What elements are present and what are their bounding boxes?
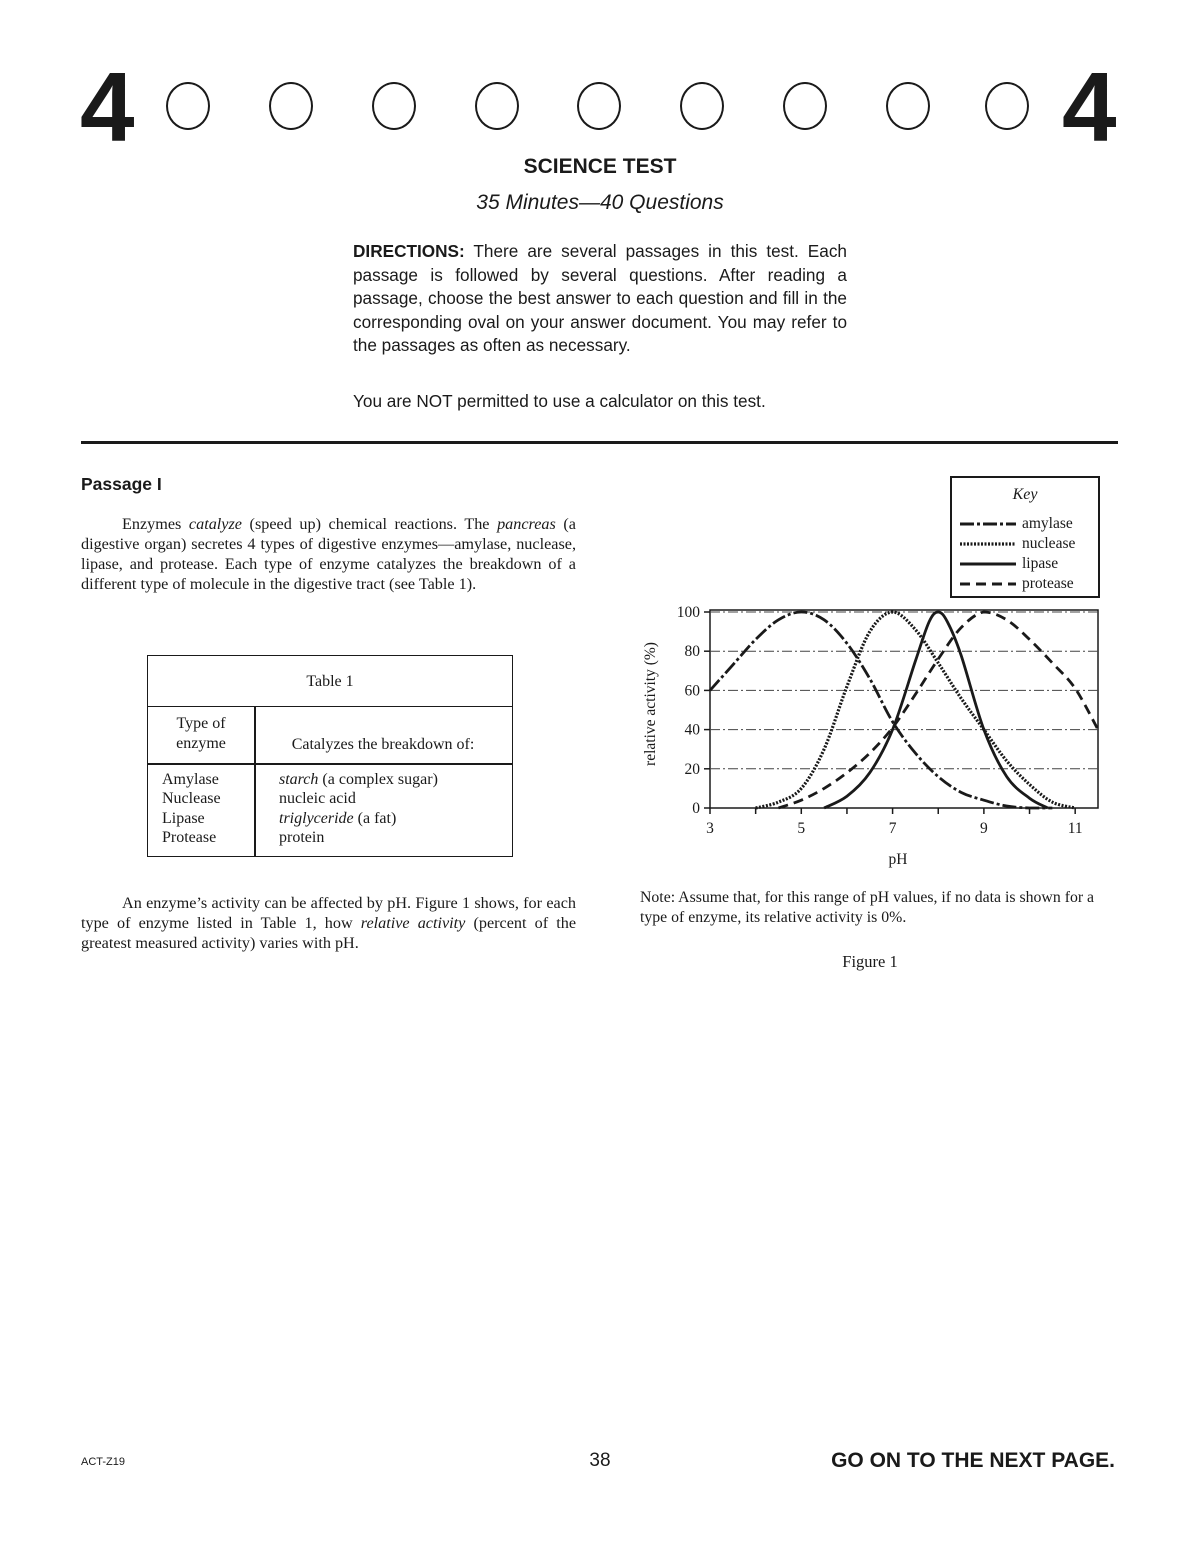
- directions: [353, 240, 847, 358]
- legend-item-protease: [959, 574, 1099, 594]
- oval-icon: [783, 82, 827, 130]
- series-line-protease: [778, 612, 1098, 808]
- y-tick-label: 60: [684, 682, 700, 700]
- series-line-lipase: [824, 612, 1048, 808]
- legend-label: lipase: [1022, 555, 1059, 572]
- legend-label: amylase: [1022, 515, 1073, 532]
- y-tick-label: 0: [692, 800, 700, 817]
- directions-label: DIRECTIONS:: [353, 241, 465, 261]
- x-tick-label: 11: [1067, 820, 1083, 837]
- oval-icon: [985, 82, 1029, 130]
- line-swatch-icon: [959, 560, 1017, 568]
- table-cell: [279, 770, 438, 789]
- oval-icon: [886, 82, 930, 130]
- table-1: [147, 655, 513, 857]
- x-tick-label: 3: [706, 820, 714, 837]
- x-tick-label: 9: [980, 820, 988, 837]
- table-cell: Nuclease: [162, 790, 221, 808]
- plot-frame: [710, 610, 1098, 808]
- x-tick-label: 5: [797, 820, 806, 837]
- oval-icon: [372, 82, 416, 130]
- table-cell: Amylase: [162, 771, 219, 788]
- oval-icon: [475, 82, 519, 130]
- legend-label: protease: [1022, 575, 1074, 592]
- text-run: Enzymes: [122, 515, 189, 533]
- table-column-substrates: [279, 770, 438, 847]
- series-line-nuclease: [756, 612, 1076, 808]
- table-cell: [279, 809, 438, 828]
- passage-title: Passage I: [81, 474, 162, 494]
- line-swatch-icon: [959, 520, 1017, 528]
- y-tick-label: 20: [684, 760, 700, 778]
- text-run: An enzyme’s activity can be affected by pH. Figure 1 shows, for each type of enzyme listed in Table 1, how: [81, 894, 576, 932]
- text-run: protein: [279, 828, 325, 846]
- series-line-amylase: [710, 612, 1052, 808]
- passage-paragraph-2: [81, 893, 576, 953]
- table-header-substrate: Catalyzes the breakdown of:: [291, 736, 475, 753]
- calculator-note: You are NOT permitted to use a calculator on this test.: [353, 391, 766, 411]
- oval-icon: [166, 82, 210, 130]
- legend-item-amylase: [959, 514, 1099, 534]
- y-axis-label: relative activity (%): [642, 642, 659, 766]
- oval-icon: [269, 82, 313, 130]
- text-run: (a fat): [353, 809, 397, 827]
- table-cell: Protease: [162, 828, 217, 846]
- text-run: (a digestive organ) secretes 4 types of digestive enzymes—amylase, nuclease, lipase, and protease. Each type of enzyme catalyzes the breakdown of a different type of molecule in the digestive tract (see Table 1).: [81, 515, 576, 593]
- page-title: SCIENCE TEST: [523, 155, 677, 178]
- text-run: (a complex sugar): [318, 771, 438, 788]
- legend-title: Key: [1012, 486, 1038, 503]
- term: starch: [279, 771, 319, 788]
- table-cell: [279, 828, 438, 847]
- x-axis-label: pH: [888, 851, 908, 868]
- table-divider: [148, 763, 512, 765]
- table-caption: Table 1: [148, 656, 512, 707]
- table-divider: [254, 707, 256, 856]
- figure-caption: Figure 1: [842, 952, 898, 971]
- text-run: nucleic acid: [279, 790, 356, 808]
- legend-item-lipase: [959, 554, 1099, 574]
- y-tick-label: 100: [676, 604, 700, 621]
- header-line: Type of: [176, 715, 226, 732]
- answer-ovals-row: [166, 82, 1046, 134]
- section-divider: [81, 441, 1118, 444]
- header-line: enzyme: [176, 735, 226, 752]
- term-catalyze: catalyze: [188, 515, 242, 533]
- line-swatch-icon: [959, 540, 1017, 548]
- legend-label: nuclease: [1022, 535, 1076, 552]
- legend-item-nuclease: [959, 534, 1099, 554]
- y-tick-label: 80: [684, 643, 700, 661]
- term-pancreas: pancreas: [497, 515, 556, 533]
- figure-note: Note: Assume that, for this range of pH values, if no data is shown for a type of enzyme, its relative activity is 0%.: [640, 889, 1095, 926]
- table-cell: [279, 789, 438, 808]
- form-code: ACT-Z19: [81, 1456, 126, 1468]
- y-tick-label: 40: [684, 721, 700, 739]
- table-header-enzyme: [148, 714, 254, 754]
- directions-text: There are several passages in this test. Each passage is followed by several questions. After reading a passage, choose the best answer to each question and fill in the corresponding oval on your answer document. You may refer to the passages as often as necessary.: [353, 241, 847, 356]
- passage-paragraph-1: [81, 514, 576, 594]
- oval-icon: [577, 82, 621, 130]
- table-cell: Lipase: [162, 809, 205, 827]
- text-run: (speed up) chemical reactions. The: [241, 515, 498, 533]
- next-page-notice: GO ON TO THE NEXT PAGE.: [831, 1449, 1115, 1472]
- oval-icon: [680, 82, 724, 130]
- chart-legend: [950, 476, 1100, 598]
- page-number: 38: [589, 1450, 611, 1471]
- term: triglyceride: [279, 809, 354, 827]
- term-relative-activity: relative activity: [360, 914, 466, 932]
- line-swatch-icon: [959, 580, 1017, 588]
- x-tick-label: 7: [888, 820, 897, 837]
- section-number-right: 4: [1062, 52, 1115, 162]
- page-subtitle: 35 Minutes—40 Questions: [476, 191, 724, 214]
- section-number-left: 4: [80, 52, 133, 162]
- figure-1-chart: [638, 600, 1108, 875]
- table-column-enzymes: [162, 770, 221, 847]
- text-run: (percent of the greatest measured activity) varies with pH.: [81, 914, 576, 952]
